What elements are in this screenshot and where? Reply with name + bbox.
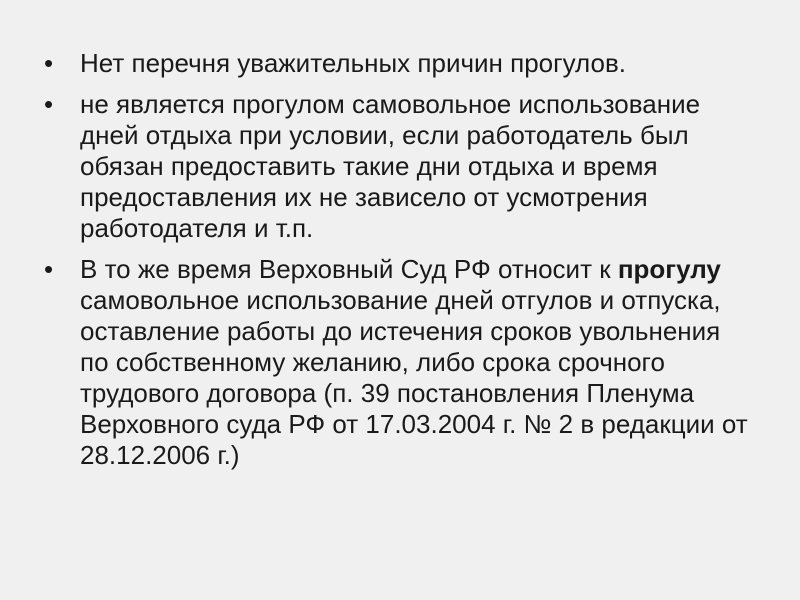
bullet-text-2: не является прогулом самовольное использование дней отдыха при условии, если работодатель был обязан предоставить такие дни отдыха и время предоставления их не зависело от усмотрения работодателя и т.п.: [80, 89, 701, 243]
bullet-text-3-pre: В то же время Верховный Суд РФ относит к: [80, 254, 618, 284]
bullet-text-3-emphasis: прогулу: [617, 254, 721, 284]
bullet-item-2: [44, 89, 754, 244]
bullet-text-3-post: самовольное использование дней отгулов и отпуска, оставление работы до истечения сроков увольнения по собственному желанию, либо срока срочного трудового договора (п. 39 постановления Пленума Верховного суда РФ от 17.03.2004 г. № 2 в редакции от 28.12.2006 г.): [80, 285, 748, 470]
bullet-item-3: [44, 254, 754, 471]
bullet-item-1: [44, 48, 754, 79]
bullet-dot-icon: •: [44, 48, 54, 78]
bullet-list: [44, 48, 754, 481]
bullet-dot-icon: •: [44, 254, 54, 284]
bullet-text-1: Нет перечня уважительных причин прогулов.: [80, 48, 626, 78]
bullet-dot-icon: •: [44, 89, 54, 119]
